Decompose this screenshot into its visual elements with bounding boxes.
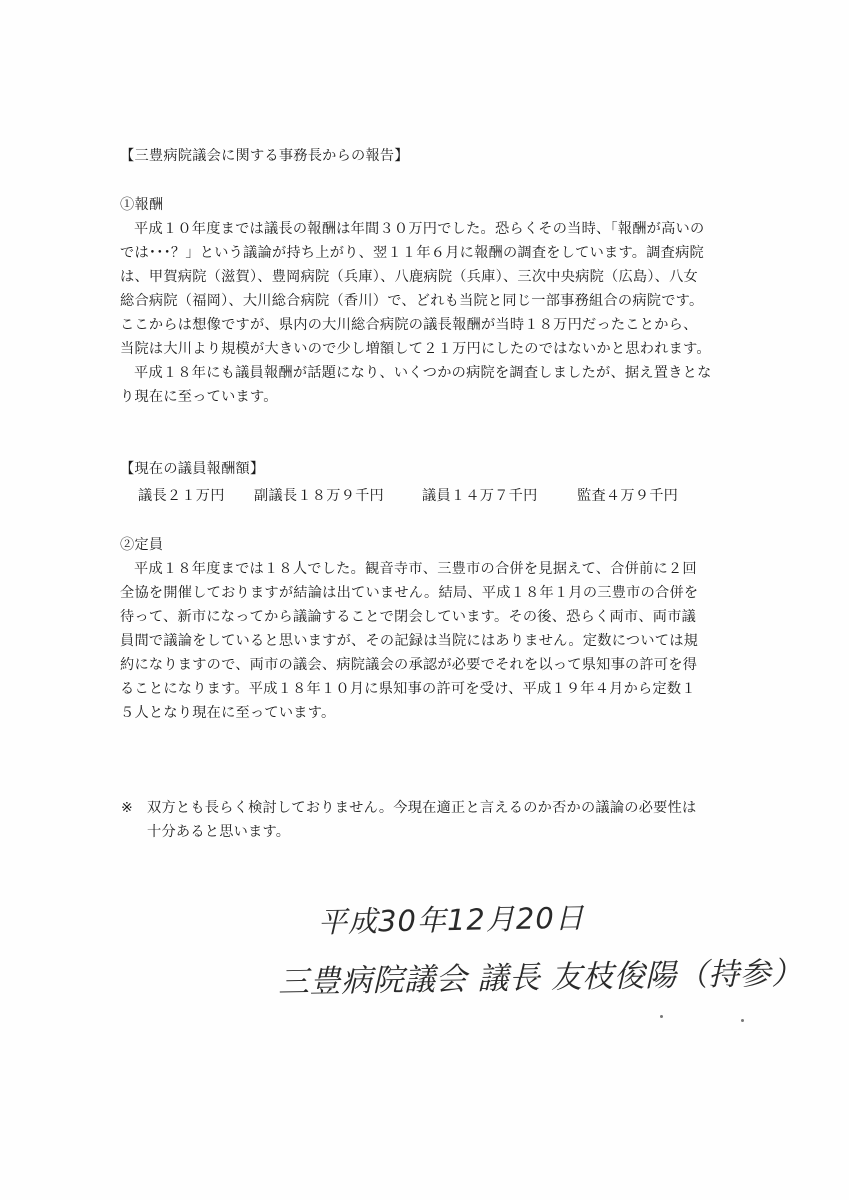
handwritten-date: 平成30年12月20日 (317, 900, 586, 940)
paragraph-line: ることになります。平成１８年１０月に県知事の許可を受け、平成１９年４月から定数１ (120, 681, 696, 697)
paragraph-line: 待って、新市になってから議論することで閉会しています。その後、恐らく両市、両市議 (120, 609, 697, 625)
note-line: 双方とも長らく検討しておりません。今現在適正と言えるのか否かの議論の必要性は (147, 800, 697, 816)
compensation-heading: 【現在の議員報酬額】 (120, 461, 265, 477)
section-heading-compensation: ①報酬 (120, 197, 164, 213)
compensation-item-auditor: 監査４万９千円 (577, 488, 679, 504)
paragraph-line: り現在に至っています。 (120, 389, 278, 405)
paragraph-line: 総合病院（福岡）、大川総合病院（香川）で、どれも当院と同じ一部事務組合の病院です。 (120, 293, 704, 309)
note-mark: ※ (121, 800, 134, 816)
paragraph-line: は、甲賀病院（滋賀）、豊岡病院（兵庫）、八鹿病院（兵庫）、三次中央病院（広島）、八女 (120, 269, 698, 285)
paragraph-line: 約になりますので、両市の議会、病院議会の承認が必要でそれを以って県知事の許可を得 (120, 657, 698, 673)
paragraph-line: 当院は大川より規模が大きいので少し増額して２１万円にしたのではないかと思われます。 (120, 341, 711, 357)
paragraph-line: 全協を開催しておりますが結論は出ていません。結局、平成１８年１月の三豊市の合併を (120, 585, 699, 601)
note-line: 十分あると思います。 (147, 824, 291, 840)
paragraph-line: ５人となり現在に至っています。 (120, 705, 336, 721)
compensation-item-member: 議員１４万７千円 (422, 488, 538, 504)
paragraph-line: 平成１０年度までは議長の報酬は年間３０万円でした。恐らくその当時、「報酬が高いの (134, 221, 705, 237)
compensation-item-chair: 議長２１万円 (138, 488, 225, 504)
scan-speck (660, 1015, 663, 1018)
handwritten-signature: 三豊病院議会 議長 友枝俊陽（持参） (277, 955, 804, 1001)
paragraph-line: では･･･？」という議論が持ち上がり、翌１１年６月に報酬の調査をしています。調査病院 (120, 245, 704, 261)
paragraph-line: 平成１８年度までは１８人でした。観音寺市、三豊市の合併を見据えて、合併前に２回 (134, 561, 697, 577)
paragraph-line: 平成１８年にも議員報酬が話題になり、いくつかの病院を調査しましたが、据え置きとな (134, 365, 712, 381)
paragraph-line: 員間で議論をしていると思いますが、その記録は当院にはありません。定数については規 (120, 633, 699, 649)
compensation-item-vice-chair: 副議長１８万９千円 (254, 488, 384, 504)
section-heading-capacity: ②定員 (120, 537, 164, 553)
paragraph-line: ここからは想像ですが、県内の大川総合病院の議長報酬が当時１８万円だったことから、 (120, 317, 698, 333)
scan-speck (741, 1019, 744, 1022)
report-title: 【三豊病院議会に関する事務長からの報告】 (120, 148, 409, 164)
